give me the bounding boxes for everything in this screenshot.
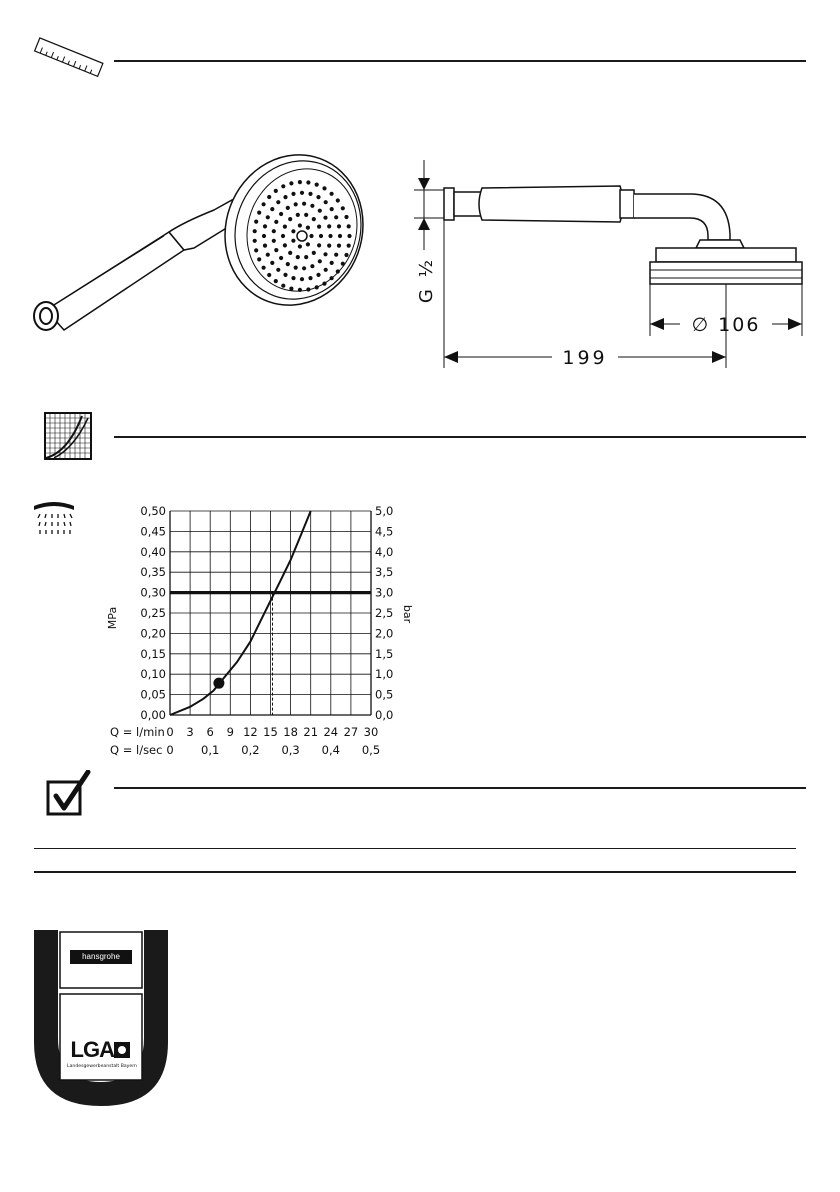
lab-caption: Landesgewerbeanstalt Bayern — [67, 1064, 137, 1069]
nozzle-dot — [286, 262, 290, 266]
nozzle-dot — [312, 251, 316, 255]
nozzle-dot — [330, 192, 334, 196]
nozzle-dot — [317, 225, 321, 229]
nozzle-dot — [291, 192, 295, 196]
nozzle-dot — [338, 234, 342, 238]
nozzle-dot — [274, 189, 278, 193]
thread-label: G ½ — [416, 256, 437, 304]
y-tick-label-bar: 3,5 — [375, 565, 394, 580]
nozzle-dot — [296, 255, 300, 259]
nozzle-dot — [281, 234, 285, 238]
nozzle-dot — [336, 198, 340, 202]
divider-line — [34, 871, 796, 873]
marked-data-point — [213, 678, 224, 689]
x-tick-label-lmin: 9 — [226, 725, 234, 739]
nozzle-dot — [289, 287, 293, 291]
nozzle-dot — [317, 243, 321, 247]
nozzle-dot — [341, 262, 345, 266]
y-tick-label-mpa: 0,40 — [140, 544, 166, 559]
nozzle-dot — [330, 207, 334, 211]
nozzle-dot — [302, 266, 306, 270]
nozzle-dot — [323, 252, 327, 256]
nozzle-dot — [316, 273, 320, 277]
nozzle-dot — [306, 287, 310, 291]
nozzle-dot — [315, 285, 319, 289]
x-tick-label-lmin: 18 — [283, 725, 298, 739]
nozzle-dot — [306, 226, 310, 230]
y-tick-label-bar: 2,5 — [375, 606, 394, 620]
x-tick-label-lmin: 6 — [206, 725, 214, 739]
y-tick-label-bar: 4,5 — [375, 524, 394, 539]
hand-shower-side-dimension-drawing — [410, 150, 820, 380]
nozzle-dot — [263, 224, 267, 228]
nozzle-dot — [266, 253, 270, 257]
x-tick-label-lmin: 30 — [363, 725, 379, 739]
nozzle-dot — [334, 215, 338, 219]
nozzle-dot — [300, 277, 304, 281]
nozzle-dot — [298, 180, 302, 184]
nozzle-dot — [294, 266, 298, 270]
y-tick-label-mpa: 0,30 — [140, 585, 166, 600]
nozzle-dot — [318, 209, 322, 213]
nozzle-dot — [319, 234, 323, 238]
nozzle-dot — [262, 266, 266, 270]
x-tick-label-lsec: 0,3 — [281, 743, 300, 757]
x-tick-label-lmin: 21 — [303, 725, 319, 739]
nozzle-dot — [267, 195, 271, 199]
nozzle-dot — [322, 186, 326, 190]
nozzle-dot — [254, 220, 258, 224]
y-tick-label-bar: 3,0 — [375, 585, 394, 600]
nozzle-dot — [257, 211, 261, 215]
y-tick-label-mpa: 0,00 — [140, 708, 166, 722]
nozzle-dot — [330, 276, 334, 280]
nozzle-dot — [341, 206, 345, 210]
nozzle-dot — [306, 242, 310, 246]
nozzle-dot — [347, 244, 351, 248]
y-tick-label-mpa: 0,25 — [140, 606, 166, 620]
nozzle-dot — [274, 220, 278, 224]
nozzle-dot — [288, 217, 292, 221]
nozzle-dot — [316, 195, 320, 199]
nozzle-dot — [347, 224, 351, 228]
nozzle-dot — [272, 239, 276, 243]
y-tick-label-mpa: 0,50 — [140, 504, 166, 518]
nozzle-dot — [291, 239, 295, 243]
nozzle-dot — [289, 181, 293, 185]
checklist-icon — [44, 770, 94, 818]
nozzle-dot — [283, 273, 287, 277]
nozzle-dot — [324, 200, 328, 204]
x-tick-label-lsec: 0,4 — [321, 743, 340, 757]
y-tick-label-bar: 2,0 — [375, 626, 394, 641]
y-tick-label-mpa: 0,05 — [140, 687, 166, 702]
nozzle-dot — [308, 276, 312, 280]
y-axis-right-unit: bar — [401, 604, 414, 624]
nozzle-dot — [283, 243, 287, 247]
x-tick-label-lmin: 3 — [186, 725, 194, 739]
x-tick-label-lmin: 12 — [243, 725, 258, 739]
nozzle-dot — [302, 202, 306, 206]
y-tick-label-bar: 0,5 — [375, 687, 394, 702]
nozzle-dot — [309, 234, 313, 238]
nozzle-dot — [286, 206, 290, 210]
x-tick-label-lsec: 0 — [166, 743, 174, 757]
nozzle-dot — [279, 212, 283, 216]
nozzle-dot — [328, 234, 332, 238]
nozzle-dot — [322, 282, 326, 286]
y-axis-left-unit: MPa — [106, 606, 119, 630]
nozzle-dot — [281, 184, 285, 188]
nozzle-dot — [310, 264, 314, 268]
nozzle-dot — [291, 276, 295, 280]
nozzle-dot — [276, 200, 280, 204]
x-tick-label-lmin: 0 — [166, 725, 174, 739]
nozzle-dot — [306, 180, 310, 184]
diameter-label: ∅ 106 — [691, 314, 761, 336]
y-tick-label-mpa: 0,45 — [140, 524, 166, 539]
y-tick-label-bar: 1,5 — [375, 646, 394, 661]
nozzle-dot — [262, 234, 266, 238]
nozzle-dot — [310, 204, 314, 208]
nozzle-dot — [266, 215, 270, 219]
nozzle-dot — [330, 261, 334, 265]
nozzle-dot — [327, 244, 331, 248]
y-tick-label-mpa: 0,35 — [140, 565, 166, 580]
nozzle-dot — [270, 261, 274, 265]
nozzle-dot — [296, 213, 300, 217]
nozzle-dot — [274, 248, 278, 252]
nozzle-dot — [324, 268, 328, 272]
nozzle-dot — [323, 216, 327, 220]
nozzle-dot — [337, 244, 341, 248]
section-divider — [114, 60, 806, 62]
y-tick-label-bar: 1,0 — [375, 667, 394, 682]
nozzle-dot — [283, 195, 287, 199]
x-tick-label-lsec: 0,5 — [361, 743, 381, 757]
nozzle-dot — [276, 268, 280, 272]
nozzle-dot — [344, 253, 348, 257]
nozzle-dot — [291, 229, 295, 233]
nozzle-dot — [263, 244, 267, 248]
nozzle-dot — [272, 229, 276, 233]
nozzle-dot — [298, 244, 302, 248]
nozzle-dot — [298, 223, 302, 227]
x-tick-label-lmin: 24 — [323, 725, 339, 739]
nozzle-dot — [308, 192, 312, 196]
nozzle-dot — [294, 202, 298, 206]
x-tick-label-lsec: 0,2 — [241, 743, 260, 757]
y-tick-label-mpa: 0,10 — [140, 667, 166, 682]
y-tick-label-bar: 5,0 — [375, 504, 394, 518]
hand-shower-perspective-illustration — [24, 150, 374, 350]
ruler-icon — [30, 36, 106, 82]
nozzle-dot — [257, 257, 261, 261]
x-tick-label-lmin: 27 — [343, 725, 359, 739]
nozzle-dot — [283, 225, 287, 229]
spray-mode-icon — [32, 500, 76, 540]
y-tick-label-mpa: 0,15 — [140, 646, 166, 661]
nozzle-dot — [279, 256, 283, 260]
nozzle-dot — [254, 248, 258, 252]
nozzle-dot — [253, 229, 257, 233]
nozzle-dot — [304, 213, 308, 217]
section-divider — [114, 787, 806, 789]
nozzle-dot — [337, 224, 341, 228]
nozzle-dot — [327, 224, 331, 228]
nozzle-dot — [344, 215, 348, 219]
y-tick-label-bar: 0,0 — [375, 708, 394, 722]
flow-chart-icon — [44, 412, 92, 460]
nozzle-dot — [318, 259, 322, 263]
nozzle-dot — [262, 202, 266, 206]
x-tick-label-lsec: 0,1 — [201, 743, 220, 757]
nozzle-dot — [347, 234, 351, 238]
nozzle-dot — [300, 191, 304, 195]
nozzle-dot — [267, 273, 271, 277]
nozzle-dot — [312, 217, 316, 221]
pressure-flow-chart — [100, 498, 420, 768]
nozzle-dot — [336, 269, 340, 273]
certification-badge — [34, 930, 168, 1106]
x-row2-label: Q = l/sec — [110, 743, 163, 757]
divider-line — [34, 848, 796, 849]
brand-logo-text: hansgrohe — [82, 952, 120, 961]
lab-logo-text: LGA — [70, 1037, 114, 1062]
nozzle-dot — [274, 279, 278, 283]
nozzle-dot — [288, 251, 292, 255]
nozzle-dot — [281, 284, 285, 288]
nozzle-dot — [304, 255, 308, 259]
y-tick-label-bar: 4,0 — [375, 544, 394, 559]
y-tick-label-mpa: 0,20 — [140, 626, 166, 641]
length-label: 199 — [562, 347, 608, 369]
section-divider — [114, 436, 806, 438]
x-row1-label: Q = l/min — [110, 725, 165, 739]
nozzle-dot — [315, 183, 319, 187]
x-tick-label-lmin: 15 — [263, 725, 278, 739]
nozzle-dot — [253, 239, 257, 243]
nozzle-dot — [298, 288, 302, 292]
nozzle-dot — [270, 207, 274, 211]
nozzle-dot — [334, 253, 338, 257]
